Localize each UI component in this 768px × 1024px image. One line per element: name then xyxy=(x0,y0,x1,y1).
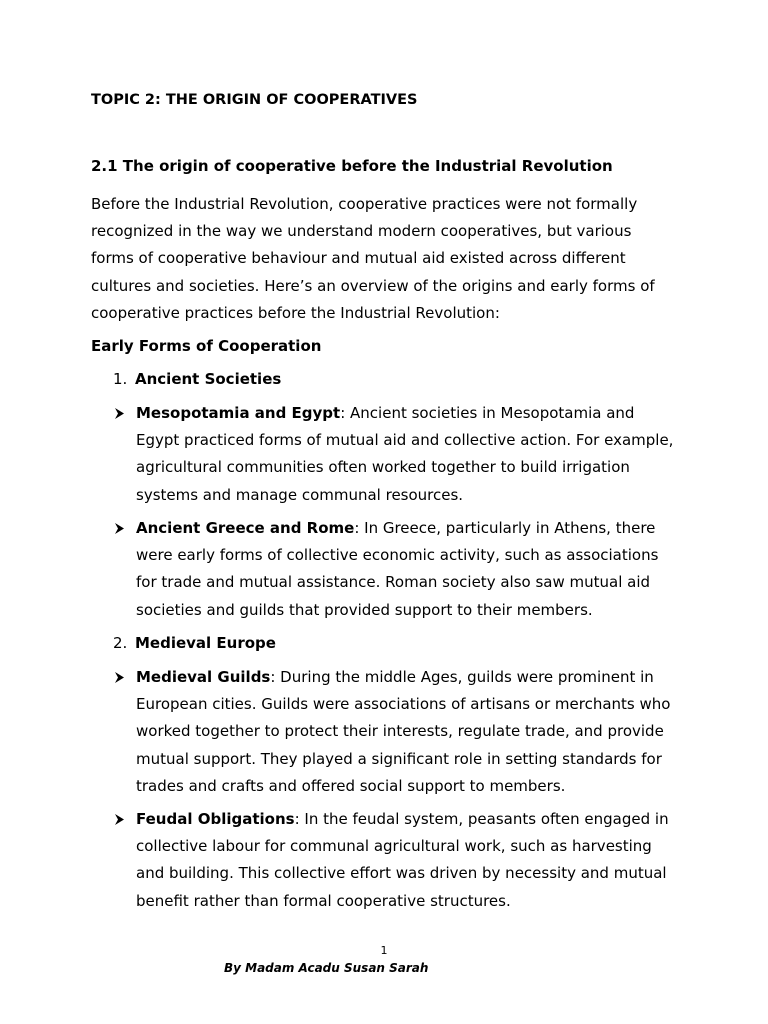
topic-title: TOPIC 2: THE ORIGIN OF COOPERATIVES xyxy=(91,92,418,108)
bullet-term: Ancient Greece and Rome xyxy=(136,519,355,537)
bullet-first-line: Mesopotamia and Egypt: Ancient societies in Mesopotamia and xyxy=(136,404,635,422)
bullet-term: Feudal Obligations xyxy=(136,810,295,828)
bullet-line: mutual support. They played a significant role in setting standards for xyxy=(136,749,662,768)
intro-line: cooperative practices before the Industrial Revolution: xyxy=(91,303,500,322)
bullet-term: Medieval Guilds xyxy=(136,668,271,686)
page-number: 1 xyxy=(380,944,388,957)
bullet-line: for trade and mutual assistance. Roman society also saw mutual aid xyxy=(136,573,651,592)
intro-line: forms of cooperative behaviour and mutual aid existed across different xyxy=(91,249,626,268)
list-item-title: Ancient Societies xyxy=(135,370,282,388)
bullet-line: Egypt practiced forms of mutual aid and collective action. For example, xyxy=(136,431,674,450)
arrowhead-bullet-icon xyxy=(113,400,127,427)
list-number: 1. xyxy=(113,370,128,388)
list-number: 2. xyxy=(113,634,128,652)
bullet-line: European cities. Guilds were associations of artisans or merchants who xyxy=(136,695,671,714)
bullet-line: and building. This collective effort was driven by necessity and mutual xyxy=(136,864,667,883)
intro-line: cultures and societies. Here’s an overview of the origins and early forms of xyxy=(91,276,655,295)
early-forms-heading: Early Forms of Cooperation xyxy=(91,337,322,355)
bullet-line: trades and crafts and offered social support to members. xyxy=(136,776,566,795)
bullet-line: worked together to protect their interests, regulate trade, and provide xyxy=(136,722,664,741)
intro-line: recognized in the way we understand modern cooperatives, but various xyxy=(91,222,632,241)
bullet-medieval-guilds xyxy=(113,664,693,800)
bullet-line: collective labour for communal agricultural work, such as harvesting xyxy=(136,837,652,856)
bullet-first-line: Medieval Guilds: During the middle Ages, guilds were prominent in xyxy=(136,668,654,686)
section-heading: 2.1 The origin of cooperative before the Industrial Revolution xyxy=(91,157,613,175)
intro-line: Before the Industrial Revolution, cooperative practices were not formally xyxy=(91,195,638,213)
bullet-first-line: Ancient Greece and Rome: In Greece, particularly in Athens, there xyxy=(136,519,656,537)
bullet-line: benefit rather than formal cooperative structures. xyxy=(136,891,511,910)
arrowhead-bullet-icon xyxy=(113,806,127,833)
bullet-term: Mesopotamia and Egypt xyxy=(136,404,341,422)
bullet-line: systems and manage communal resources. xyxy=(136,485,464,504)
arrowhead-bullet-icon xyxy=(113,664,127,691)
bullet-line: societies and guilds that provided support to their members. xyxy=(136,600,593,619)
intro-paragraph xyxy=(91,191,691,327)
footer-author: By Madam Acadu Susan Sarah xyxy=(224,961,429,975)
numbered-item-ancient-societies xyxy=(113,370,281,388)
bullet-mesopotamia-egypt xyxy=(113,400,693,509)
bullet-line: agricultural communities often worked together to build irrigation xyxy=(136,458,630,477)
numbered-item-medieval-europe xyxy=(113,634,276,652)
list-item-title: Medieval Europe xyxy=(135,634,276,652)
bullet-first-line: Feudal Obligations: In the feudal system, peasants often engaged in xyxy=(136,810,669,828)
arrowhead-bullet-icon xyxy=(113,515,127,542)
bullet-line: were early forms of collective economic activity, such as associations xyxy=(136,546,659,565)
bullet-greece-rome xyxy=(113,515,693,624)
bullet-feudal-obligations xyxy=(113,806,693,915)
